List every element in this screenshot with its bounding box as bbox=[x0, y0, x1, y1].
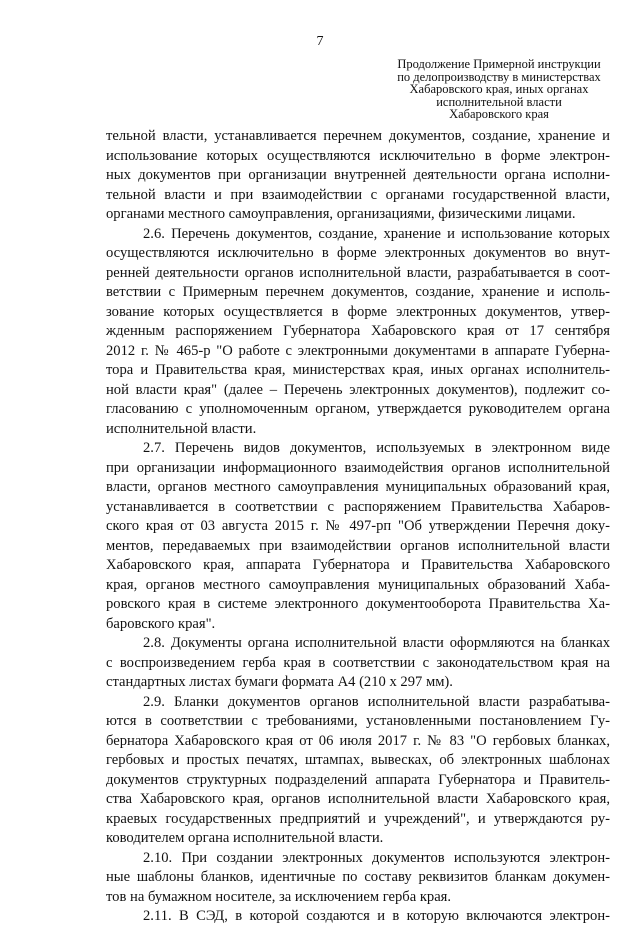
body-line: гербовых и простых печатях, штампах, вывесках, об электронных шаблонах bbox=[106, 752, 610, 768]
header-note-line: Хабаровского края, иных органах bbox=[409, 82, 589, 97]
body-line: тельной власти, устанавливается перечнем документов, создание, хранение и bbox=[106, 128, 610, 144]
paragraph-2-9-start: 2.9. Бланки документов органов исполнительной власти разрабатыва- bbox=[143, 693, 610, 710]
body-line: бернатора Хабаровского края от 06 июля 2017 г. № 83 "О гербовых бланках, bbox=[106, 732, 610, 749]
body-line: устанавливается в соответствии с распоряжением Правительства Хабаров- bbox=[106, 498, 610, 515]
header-note-line: Хабаровского края bbox=[449, 107, 549, 122]
body-line: тора и Правительства края, министерствах края, иных органах исполнитель- bbox=[106, 362, 610, 378]
body-line: органами местного самоуправления, организациями, физическими лицами. bbox=[106, 206, 576, 222]
body-line: власти, органов местного самоуправления муниципальных образований края, bbox=[106, 479, 610, 495]
body-line: ные шаблоны бланков, идентичные по составу реквизитов бланкам докумен- bbox=[106, 869, 610, 885]
body-line: ветствии с Примерным перечнем документов, создание, хранение и исполь- bbox=[106, 284, 610, 300]
body-line: гласованию с уполномоченным органом, утверждается руководителем органа bbox=[106, 401, 610, 417]
body-line: ются в соответствии с требованиями, установленными постановлением Гу- bbox=[106, 713, 610, 729]
body-line: жденным распоряжением Губернатора Хабаровского края от 17 сентября bbox=[106, 323, 610, 339]
body-line: ского края от 03 августа 2015 г. № 497-рп "Об утверждении Перечня доку- bbox=[106, 518, 610, 534]
body-line: при организации информационного взаимодействия органов исполнительной bbox=[106, 459, 610, 476]
page-number: 7 bbox=[316, 34, 324, 49]
header-note-line: Продолжение Примерной инструкции bbox=[397, 57, 601, 71]
paragraph-2-6-start: 2.6. Перечень документов, создание, хранение и использование которых bbox=[143, 225, 610, 242]
body-line: края, органов местного самоуправления муниципальных образований Хаба- bbox=[106, 576, 610, 593]
header-note bbox=[380, 58, 618, 121]
header-note-line: исполнительной власти bbox=[436, 94, 562, 109]
body-line: тов на бумажном носителе, за исключением герба края. bbox=[106, 888, 452, 905]
body-line: с воспроизведением герба края в соответствии с законодательством края на bbox=[106, 654, 610, 671]
body-line: ства Хабаровского края, органов исполнительной власти Хабаровского края, bbox=[106, 791, 610, 807]
body-line: ных документов при организации внутренней деятельности органа исполни- bbox=[106, 167, 610, 183]
body-line: тельной власти и при взаимодействии с органами государственной власти, bbox=[106, 186, 610, 203]
paragraph-2-10-start: 2.10. При создании электронных документов используются электрон- bbox=[143, 849, 610, 866]
body-line: баровского края". bbox=[106, 615, 216, 632]
body-line: ровского края в системе электронного документооборота Правительства Ха- bbox=[106, 596, 610, 612]
body-line: ной власти края" (далее – Перечень электронных документов), подлежит со- bbox=[106, 381, 610, 398]
body-line: документов структурных подразделений аппарата Губернатора и Правитель- bbox=[106, 771, 610, 788]
paragraph-2-7-start: 2.7. Перечень видов документов, используемых в электронном виде bbox=[143, 440, 610, 456]
body-line: краевых государственных предприятий и учреждений", и утверждаются ру- bbox=[106, 810, 610, 827]
document-body bbox=[106, 127, 610, 927]
body-line: исполнительной власти. bbox=[106, 420, 257, 437]
body-line: ментов, передаваемых при взаимодействии органов исполнительной власти bbox=[106, 537, 610, 554]
body-line: ководителем органа исполнительной власти. bbox=[106, 830, 384, 846]
paragraph-2-11-start: 2.11. В СЭД, в которой создаются и в которую включаются электрон- bbox=[143, 908, 610, 924]
paragraph-2-8-start: 2.8. Документы органа исполнительной власти оформляются на бланках bbox=[143, 635, 610, 651]
body-line: зование которых осуществляется в форме электронных документов, утвер- bbox=[106, 303, 610, 320]
body-line: осуществляются исключительно в форме электронных документов во внут- bbox=[106, 245, 610, 261]
header-note-line: по делопроизводству в министерствах bbox=[397, 69, 601, 84]
body-line: стандартных листах бумаги формата А4 (210 х 297 мм). bbox=[106, 674, 453, 690]
body-line: ренней деятельности органов исполнительной власти, разрабатывается в соот- bbox=[106, 264, 610, 281]
body-line: 2012 г. № 465-р "О работе с электронными документами в аппарате Губерна- bbox=[106, 342, 610, 359]
body-line: Хабаровского края, аппарата Губернатора и Правительства Хабаровского bbox=[106, 557, 610, 573]
body-line: использование которых осуществляются исключительно в форме электрон- bbox=[106, 147, 610, 164]
